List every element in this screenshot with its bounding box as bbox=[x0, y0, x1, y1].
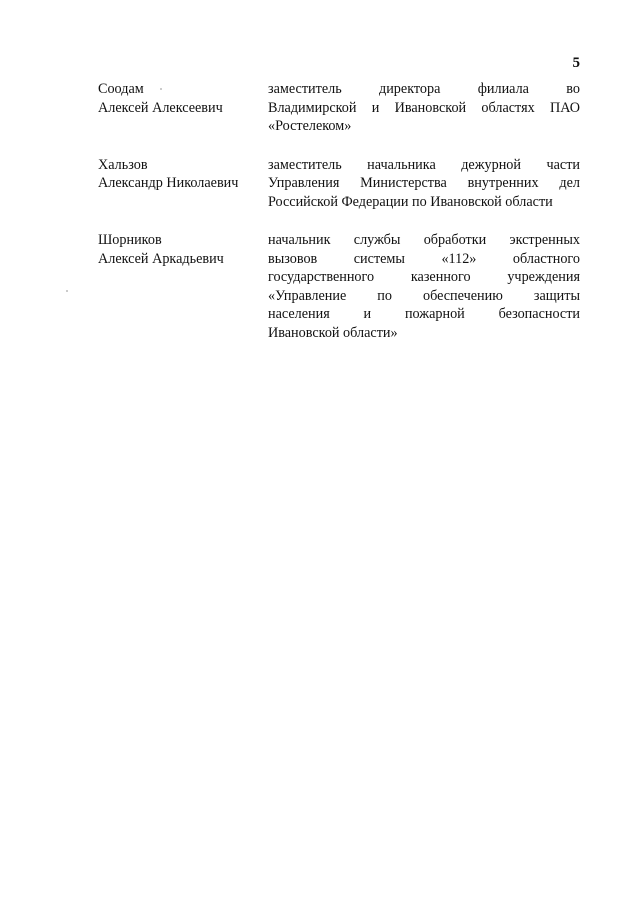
position-line: начальник службы обработки экстренных bbox=[268, 232, 580, 248]
member-entry bbox=[98, 80, 580, 136]
members-list bbox=[98, 80, 580, 362]
position-line: населения и пожарной безопасности bbox=[268, 306, 580, 322]
member-name bbox=[98, 231, 268, 342]
member-entry bbox=[98, 231, 580, 342]
position-line: Российской Федерации по Ивановской области bbox=[268, 193, 553, 210]
position-line: Владимирской и Ивановской областях ПАО bbox=[268, 99, 580, 116]
member-name bbox=[98, 80, 268, 136]
position-line: «Управление по обеспечению защиты bbox=[268, 287, 580, 304]
member-surname: Соодам bbox=[98, 81, 144, 97]
member-surname: Хальзов bbox=[98, 156, 148, 173]
position-line: государственного казенного учреждения bbox=[268, 269, 580, 285]
scan-speck bbox=[160, 88, 162, 90]
member-position bbox=[268, 80, 580, 136]
position-line: вызовов системы «112» областного bbox=[268, 250, 580, 267]
position-line: Управления Министерства внутренних дел bbox=[268, 175, 580, 191]
member-given-names: Александр Николаевич bbox=[98, 175, 239, 191]
member-surname: Шорников bbox=[98, 232, 162, 248]
member-name bbox=[98, 156, 268, 212]
position-line: Ивановской области» bbox=[268, 324, 398, 341]
member-given-names: Алексей Алексеевич bbox=[98, 99, 223, 116]
page-number: 5 bbox=[572, 55, 580, 71]
member-position bbox=[268, 156, 580, 212]
member-position bbox=[268, 231, 580, 342]
position-line: заместитель начальника дежурной части bbox=[268, 156, 580, 173]
position-line: «Ростелеком» bbox=[268, 118, 352, 134]
member-entry bbox=[98, 156, 580, 212]
position-line: заместитель директора филиала во bbox=[268, 81, 580, 97]
member-given-names: Алексей Аркадьевич bbox=[98, 250, 224, 267]
scan-speck bbox=[66, 290, 68, 292]
